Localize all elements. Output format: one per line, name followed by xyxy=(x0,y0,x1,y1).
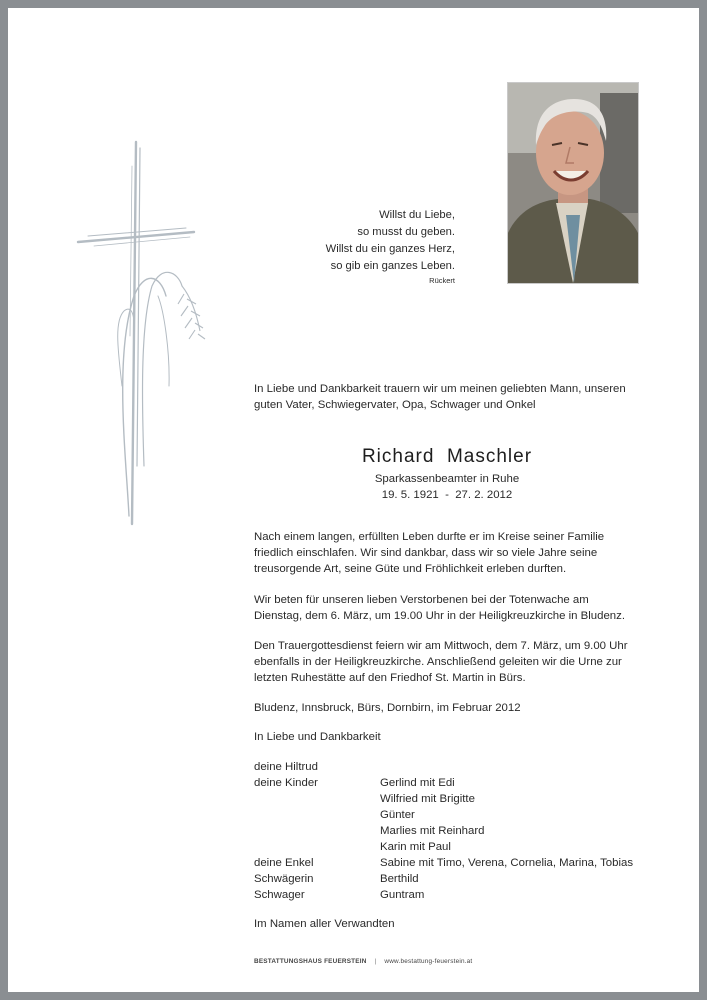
mourner-names: Berthild xyxy=(380,873,419,885)
mourner-row xyxy=(254,823,674,839)
closing-line: In Liebe und Dankbarkeit xyxy=(254,731,381,743)
mourner-names: Günter xyxy=(380,809,415,821)
mourner-row xyxy=(254,791,674,807)
mourner-role: deine Hiltrud xyxy=(254,761,318,773)
mourner-role: Schwager xyxy=(254,889,305,901)
mourner-role: deine Enkel xyxy=(254,857,314,869)
mourner-role xyxy=(254,823,380,839)
paragraph-line: Den Trauergottesdienst feiern wir am Mittwoch, dem 7. März, um 9.00 Uhr xyxy=(254,640,628,652)
poem-line: so gib ein ganzes Leben. xyxy=(330,260,455,272)
footer xyxy=(254,958,472,965)
footer-separator: | xyxy=(374,958,377,965)
portrait-photo xyxy=(507,82,639,284)
footer-url[interactable]: www.bestattung-feuerstein.at xyxy=(384,958,473,965)
paragraph-line: treusorgende Art, seine Güte und Fröhlichkeit erleben durften. xyxy=(254,563,567,575)
paragraph-life xyxy=(254,529,644,577)
paragraph-line: Dienstag, dem 6. März, um 19.00 Uhr in der Heiligkreuzkirche in Bludenz. xyxy=(254,610,625,622)
mourner-names: Sabine mit Timo, Verena, Cornelia, Marina, Tobias xyxy=(380,857,634,869)
paragraph-line: letzten Ruhestätte auf den Friedhof St. Martin in Bürs. xyxy=(254,672,526,684)
intro-line: In Liebe und Dankbarkeit trauern wir um meinen geliebten Mann, unseren xyxy=(254,383,626,395)
intro-line: guten Vater, Schwiegervater, Opa, Schwager und Onkel xyxy=(254,399,536,411)
footer-company: BESTATTUNGSHAUS FEUERSTEIN xyxy=(254,958,367,965)
cross-with-wheat-icon xyxy=(74,136,209,528)
paragraph-wake xyxy=(254,592,644,624)
paragraph-funeral xyxy=(254,638,644,686)
obituary-page xyxy=(8,8,699,992)
mourner-row xyxy=(254,855,674,871)
mourner-names: Karin mit Paul xyxy=(380,841,451,853)
poem-author: Rückert xyxy=(429,276,455,285)
deceased-block xyxy=(254,446,640,503)
mourner-row xyxy=(254,775,674,791)
mourner-names xyxy=(380,759,674,775)
signature-line: Im Namen aller Verwandten xyxy=(254,918,395,930)
mourner-names: Guntram xyxy=(380,889,425,901)
paragraph-line: ebenfalls in der Heiligkreuzkirche. Anschließend geleiten wir die Urne zur xyxy=(254,656,622,668)
place-date: Bludenz, Innsbruck, Bürs, Dornbirn, im Februar 2012 xyxy=(254,702,521,714)
deceased-dates: 19. 5. 1921 - 27. 2. 2012 xyxy=(381,489,513,501)
mourner-row xyxy=(254,871,674,887)
mourner-role xyxy=(254,791,380,807)
mourner-role xyxy=(254,807,380,823)
deceased-title: Sparkassenbeamter in Ruhe xyxy=(374,473,520,485)
paragraph-line: Wir beten für unseren lieben Verstorbenen bei der Totenwache am xyxy=(254,594,589,606)
mourner-row xyxy=(254,839,674,855)
poem-line: so musst du geben. xyxy=(357,226,455,238)
intro-text xyxy=(254,381,644,413)
mourner-role: Schwägerin xyxy=(254,873,314,885)
poem-line: Willst du Liebe, xyxy=(379,209,455,221)
mourner-names: Wilfried mit Brigitte xyxy=(380,793,475,805)
mourner-names: Gerlind mit Edi xyxy=(380,777,455,789)
mourner-role: deine Kinder xyxy=(254,777,318,789)
poem xyxy=(308,207,455,287)
mourners-list xyxy=(254,759,674,903)
mourner-row xyxy=(254,887,674,903)
deceased-name: Richard Maschler xyxy=(361,446,533,467)
mourner-row xyxy=(254,759,674,775)
paragraph-line: friedlich einschlafen. Wir sind dankbar, dass wir so viele Jahre seine xyxy=(254,547,598,559)
mourner-role xyxy=(254,839,380,855)
paragraph-line: Nach einem langen, erfüllten Leben durfte er im Kreise seiner Familie xyxy=(254,531,605,543)
mourner-names: Marlies mit Reinhard xyxy=(380,825,485,837)
mourner-row xyxy=(254,807,674,823)
poem-line: Willst du ein ganzes Herz, xyxy=(325,243,455,255)
